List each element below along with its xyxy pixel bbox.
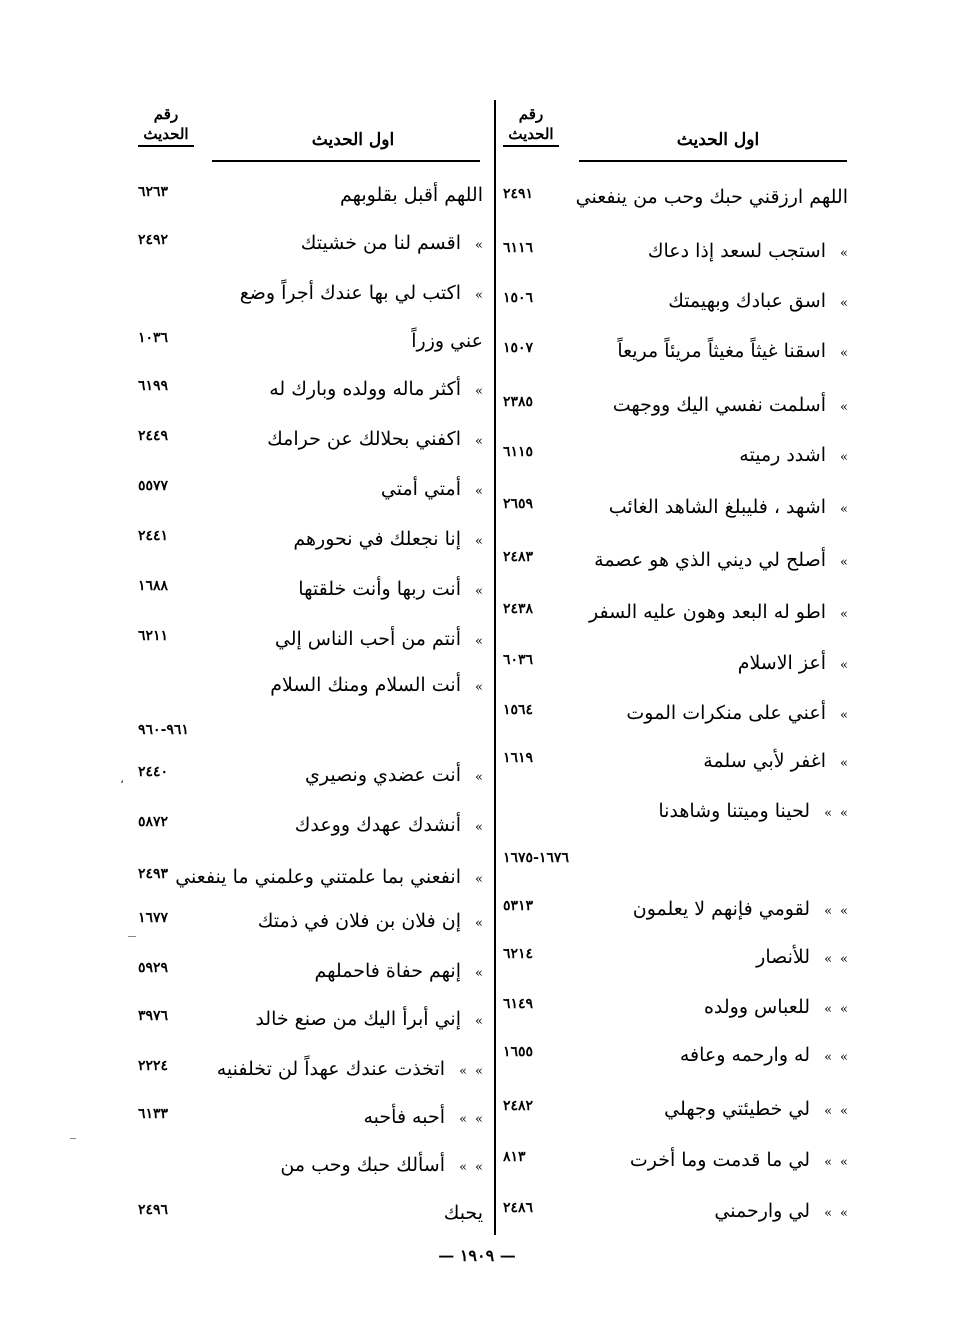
hadith-number: ٨١٣ [503,1149,526,1165]
entry-text: أسلمت نفسي اليك ووجهت [612,394,826,416]
entry-text: أسألك حبك وحب من [280,1154,446,1176]
entry-text-line [518,992,848,1025]
entry-text: إني أبرأ اليك من صنع خالد [255,1008,461,1030]
hadith-number: ٦٢١٤ [503,946,534,962]
entry-text: اشدد رميته [739,444,826,466]
ditto-mark: » [840,952,848,967]
entry-text-line [153,624,483,657]
entry-text-line [153,1150,483,1183]
hadith-number: ٢٤٤٠ [138,764,169,780]
index-entry [503,597,848,629]
index-entry [138,624,483,656]
entry-text-line [153,956,483,989]
entry-text-line [153,670,483,703]
ditto-mark: » [840,346,848,361]
index-entry [138,1004,483,1036]
entry-text-line [153,326,483,356]
index-entry [503,492,848,524]
index-entry [503,236,848,268]
entry-text-line [153,1004,483,1037]
index-entry [503,182,848,214]
ditto-mark: » [824,806,833,821]
ditto-mark: » [824,952,833,967]
index-entry [503,286,848,318]
entry-text-line [153,524,483,557]
ditto-mark: » [475,384,483,399]
hadith-number-header [503,104,559,147]
index-entry [138,1198,483,1230]
entry-text: اقسم لنا من خشيتك [300,232,461,254]
hadith-number: ٢٤٨٣ [503,549,534,565]
ditto-mark: » [475,238,483,253]
number-label-line1: رقم [153,105,179,123]
entry-text: أعني على منكرات الموت [626,702,826,724]
page-range [138,718,483,750]
index-entry [138,278,483,310]
index-entry [503,336,848,368]
ditto-mark: » [475,634,483,649]
entry-text: أنتم من أحب الناس إلي [274,628,461,650]
header-rule [579,160,847,162]
entry-text-line [518,440,848,473]
ditto-mark: » [475,770,483,785]
ditto-mark: » [840,400,848,415]
ditto-mark: » [840,450,848,465]
number-label-line2: الحديث [503,124,559,147]
entry-text-line [518,336,848,369]
hadith-number: ١٥٠٧ [503,340,534,356]
margin-tick [128,936,136,937]
entry-text: إنهم حفاة فاحملهم [314,960,461,982]
entry-text: للعباس وولده [703,996,811,1018]
index-entry [503,1094,848,1126]
hadith-number: ٦١١٥ [503,444,534,460]
index-entry [138,906,483,938]
ditto-mark: » [840,1104,848,1119]
ditto-mark: » [475,534,483,549]
entry-text-line [518,236,848,269]
hadith-number-header [138,104,194,147]
index-entry [138,670,483,702]
entry-text: له وارحمه وعافه [679,1044,811,1066]
ditto-mark: » [475,916,483,931]
entry-text-line [153,180,483,210]
hadith-number: ١٥٠٦ [503,290,534,306]
entry-text: لي وارحمني [714,1200,811,1222]
entry-text: إنا نجعلك في نحورهم [293,528,461,550]
hadith-number: ٥٨٧٢ [138,814,169,830]
index-entry [503,545,848,577]
ditto-mark: » [475,872,483,887]
entry-text: اشهد ، فليبلغ الشاهد الغائب [608,496,826,518]
index-entry [503,648,848,680]
hadith-number: ٢٤٤١ [138,528,169,544]
index-entry [138,228,483,260]
entry-text: اتخذت عندك عهداً لن تخلفنيه [216,1058,446,1080]
hadith-number: ٦٠٣٦ [503,652,534,668]
range-value: ١٦٧٦-١٦٧٥ [503,850,569,866]
hadith-number: ٦١٩٩ [138,378,169,394]
ditto-mark: » [475,1064,483,1079]
entry-text: عني وزراً [411,330,483,352]
ditto-mark: » [475,288,483,303]
hadith-number: ٦١١٦ [503,240,534,256]
entry-text-line [518,698,848,731]
ditto-mark: » [824,1002,833,1017]
number-label-line2: الحديث [138,124,194,147]
margin-mark: ، [120,772,124,786]
hadith-number: ٢٤٨٢ [503,1098,534,1114]
hadith-number: ٥٩٢٩ [138,960,169,976]
ditto-mark: » [475,680,483,695]
entry-text-line [153,278,483,311]
ditto-mark: » [840,607,848,622]
hadith-number: ٢٤٩٦ [138,1202,169,1218]
ditto-mark: » [475,484,483,499]
entry-text: إن فلان بن فلان في ذمتك [257,910,461,932]
hadith-number: ٢٤٩١ [503,186,534,202]
ditto-mark: » [840,296,848,311]
ditto-mark: » [475,820,483,835]
index-entry [503,1145,848,1177]
index-entry [138,1150,483,1182]
index-entry [138,1102,483,1134]
index-entry [138,810,483,842]
margin-tick [70,1138,76,1139]
ditto-mark: » [824,1206,833,1221]
index-entry [503,942,848,974]
page-number: — ١٩٠٩ — [438,1246,516,1265]
hadith-number: ١٦٨٨ [138,578,169,594]
entry-text: لي خطيئتي وجهلي [664,1098,811,1120]
ditto-mark: » [824,1050,833,1065]
hadith-number: ٢٣٨٥ [503,394,534,410]
index-entry [138,374,483,406]
entry-text-line [518,1196,848,1229]
ditto-mark: » [840,555,848,570]
hadith-number: ٥٣١٣ [503,898,534,914]
entry-text: للأنصار [756,946,811,968]
hadith-number: ٢٤٨٦ [503,1200,534,1216]
entry-text-line [518,545,848,578]
entry-text-line [518,597,848,630]
range-value: ٩٦١-٩٦٠ [138,722,189,738]
hadith-number: ٢٤٣٨ [503,601,534,617]
ditto-mark: » [459,1160,468,1175]
index-entry [138,424,483,456]
column-divider [494,100,496,1235]
entry-text: أكثر ماله وولده وبارك له [269,378,461,400]
ditto-mark: » [475,1014,483,1029]
entry-text: أحبه فأحبه [363,1106,446,1128]
entry-text: يحبك [443,1202,483,1224]
index-entry [503,796,848,828]
ditto-mark: » [824,1155,833,1170]
ditto-mark: » [840,806,848,821]
ditto-mark: » [840,756,848,771]
index-entry [138,474,483,506]
entry-text: لي ما قدمت وما أخرت [629,1149,811,1171]
entry-text-line [518,746,848,779]
hadith-number: ٣٩٧٦ [138,1008,169,1024]
ditto-mark: » [840,1155,848,1170]
number-label-line1: رقم [518,105,544,123]
entry-text: استجب لسعد إذا دعاك [647,240,826,262]
left-column [138,0,483,1344]
entry-text-line [153,862,483,895]
header-rule [212,160,480,162]
hadith-number: ٢٤٩٣ [138,866,169,882]
ditto-mark: » [840,708,848,723]
entry-text: اسقنا غيثاً مغيثاً مريئاً مريعاً [617,340,826,362]
hadith-number: ٢٦٥٩ [503,496,534,512]
entry-text: اطو له البعد وهون عليه السفر [589,601,826,623]
ditto-mark: » [475,966,483,981]
entry-text-line [518,182,848,212]
entry-text-line [153,1198,483,1228]
ditto-mark: » [840,1002,848,1017]
index-entry [503,1040,848,1072]
hadith-number: ١٦٥٥ [503,1044,534,1060]
entry-text-line [153,1102,483,1135]
index-entry [503,1196,848,1228]
entry-text-line [153,374,483,407]
entry-text-line [518,1094,848,1127]
entry-text: أنت ربها وأنت خلقتها [298,578,461,600]
hadith-number: ١٥٦٤ [503,702,534,718]
hadith-number: ٥٥٧٧ [138,478,169,494]
hadith-number: ٦١٤٩ [503,996,534,1012]
entry-text-line [518,1040,848,1073]
page-range [503,846,848,878]
entry-text-line [518,942,848,975]
hadith-number: ٢٤٩٢ [138,232,169,248]
entry-text-line [153,760,483,793]
entry-text: أنت السلام ومنك السلام [270,674,461,696]
entry-text-line [153,574,483,607]
index-entry [503,390,848,422]
ditto-mark: » [475,584,483,599]
ditto-mark: » [840,246,848,261]
entry-text: اسق عبادك وبهيمتك [668,290,826,312]
index-entry [138,326,483,358]
entry-text: اللهم أقبل بقلوبهم [339,184,483,206]
index-entry [138,574,483,606]
index-entry [138,524,483,556]
hadith-start-header: اول الحديث [676,130,760,150]
entry-text-line [518,286,848,319]
entry-text-line [518,648,848,681]
ditto-mark: » [824,1104,833,1119]
ditto-mark: » [840,904,848,919]
hadith-start-header: اول الحديث [311,130,395,150]
ditto-mark: » [840,1050,848,1065]
right-column [503,0,848,1344]
entry-text-line [153,1054,483,1087]
hadith-number: ٦١٣٣ [138,1106,169,1122]
entry-text: أنت عضدي ونصيري [304,764,461,786]
entry-text: اكفني بحلالك عن حرامك [267,428,461,450]
hadith-number: ٢٢٢٤ [138,1058,169,1074]
index-entry [138,180,483,212]
entry-text: أصلح لي ديني الذي هو عصمة [594,549,826,571]
entry-text: اغفر لأبي سلمة [703,750,826,772]
entry-text-line [518,796,848,829]
hadith-number: ١٦١٩ [503,750,534,766]
entry-text: لقومي فإنهم لا يعلمون [632,898,811,920]
entry-text-line [153,906,483,939]
ditto-mark: » [475,434,483,449]
ditto-mark: » [459,1064,468,1079]
ditto-mark: » [840,658,848,673]
entry-text: اللهم ارزقني حبك وحب من ينفعني [575,186,848,208]
index-entry [503,894,848,926]
hadith-number: ٦٢١١ [138,628,169,644]
entry-text-line [153,474,483,507]
entry-text-line [518,390,848,423]
hadith-number: ١٠٣٦ [138,330,169,346]
index-entry [138,862,483,894]
ditto-mark: » [840,502,848,517]
entry-text: أنشدك عهدك ووعدك [294,814,461,836]
entry-text-line [518,894,848,927]
ditto-mark: » [475,1112,483,1127]
index-entry [503,440,848,472]
index-entry [503,746,848,778]
index-entry [503,698,848,730]
ditto-mark: » [459,1112,468,1127]
entry-text: لحينا وميتنا وشاهدنا [658,800,811,822]
hadith-number: ٢٤٤٩ [138,428,169,444]
index-entry [138,956,483,988]
entry-text-line [153,228,483,261]
entry-text: اكتب لي بها عندك أجراً وضع [239,282,461,304]
entry-text-line [153,424,483,457]
ditto-mark: » [824,904,833,919]
entry-text-line [518,492,848,525]
entry-text: انفعني بما علمتني وعلمني ما ينفعني [175,866,461,888]
entry-text: أمتي أمتي [380,478,461,500]
hadith-number: ١٦٧٧ [138,910,169,926]
entry-text: أعز الاسلام [737,652,826,674]
ditto-mark: » [840,1206,848,1221]
index-entry [503,992,848,1024]
entry-text-line [518,1145,848,1178]
index-entry [138,760,483,792]
entry-text-line [153,810,483,843]
hadith-number: ٦٢٦٣ [138,184,169,200]
index-entry [138,1054,483,1086]
ditto-mark: » [475,1160,483,1175]
